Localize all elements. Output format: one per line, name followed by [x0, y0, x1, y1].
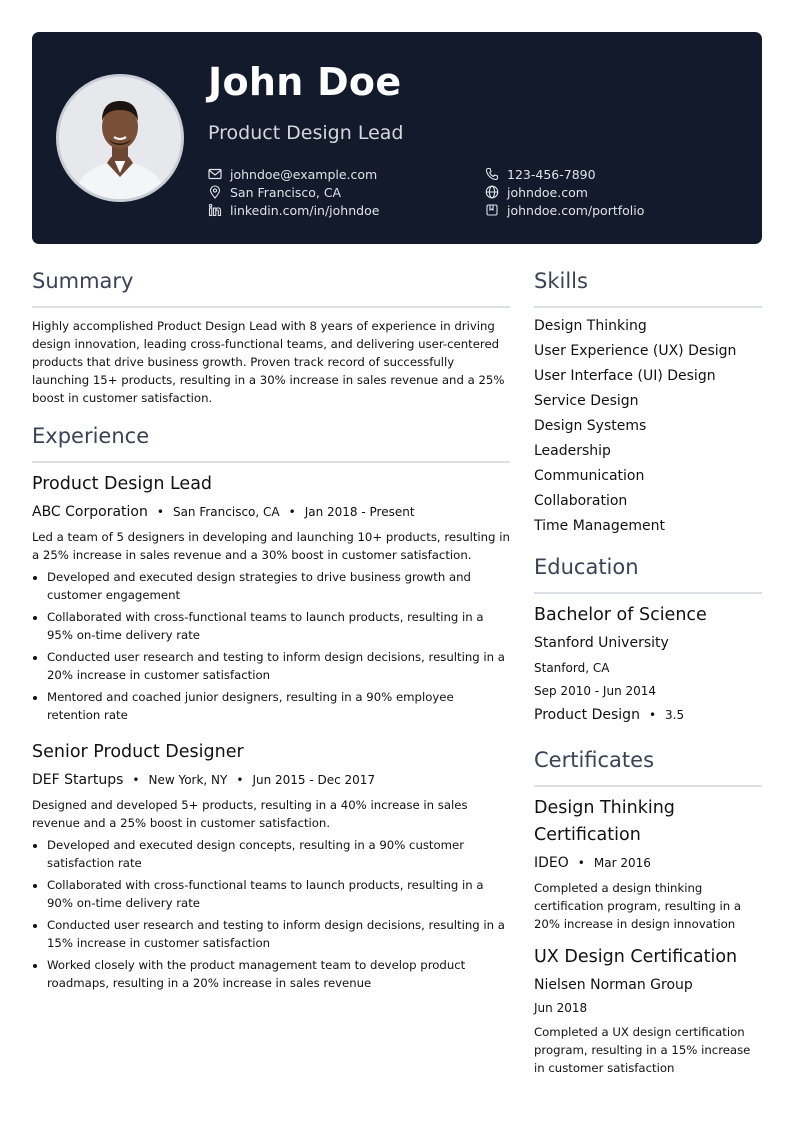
summary-divider: [32, 306, 510, 308]
portfolio-icon: [485, 203, 499, 217]
skill-item: Time Management: [534, 518, 665, 534]
phone-text: 123-456-7890: [507, 166, 596, 182]
summary-heading: Summary: [32, 269, 134, 293]
job-bullets: [32, 568, 510, 728]
skill-item: Design Thinking: [534, 318, 647, 334]
skills-heading: Skills: [534, 269, 588, 293]
education-school: Stanford University: [534, 635, 669, 651]
meta-separator: •: [648, 708, 657, 722]
resume-header: [32, 32, 762, 244]
education-location: Stanford, CA: [534, 661, 610, 675]
job-description: Designed and developed 5+ products, resulting in a 40% increase in sales revenue and a 25% boost in customer satisfaction.: [32, 798, 468, 830]
education-divider: [534, 592, 762, 594]
skill-item: Design Systems: [534, 418, 647, 434]
certificate-date: Mar 2016: [593, 856, 651, 870]
skill-item: Communication: [534, 468, 645, 484]
certificate-issuer: Nielsen Norman Group: [534, 977, 693, 993]
bullet-text: Developed and executed design strategies to drive business growth and customer engagement: [47, 570, 471, 602]
bullet-text: Worked closely with the product management team to develop product roadmaps, resulting in a 20% increase in sales revenue: [47, 958, 466, 990]
skills-divider: [534, 306, 762, 308]
experience-heading: Experience: [32, 424, 150, 448]
contact-location: [208, 183, 341, 201]
list-item: [32, 956, 510, 992]
bullet-icon: [33, 616, 37, 620]
certificate-title-cont: Certification: [534, 825, 641, 845]
certificates-divider: [534, 785, 762, 787]
location-pin-icon: [208, 185, 222, 199]
job-description: Led a team of 5 designers in developing and launching 10+ products, resulting in a 25% increase in sales revenue and a 30% boost in customer satisfaction.: [32, 530, 510, 562]
list-item: [32, 568, 510, 604]
job-meta: [32, 772, 375, 788]
education-heading: Education: [534, 555, 639, 579]
linkedin-text: linkedin.com/in/johndoe: [230, 202, 380, 218]
experience-divider: [32, 461, 510, 463]
bullet-icon: [33, 576, 37, 580]
skills-list: [534, 314, 736, 539]
education-dates: Sep 2010 - Jun 2014: [534, 684, 657, 698]
skill-item: User Interface (UI) Design: [534, 368, 716, 384]
bullet-text: Conducted user research and testing to inform design decisions, resulting in a 20% increase in customer satisfaction: [47, 650, 505, 682]
certificate-title: UX Design Certification: [534, 947, 738, 967]
bullet-icon: [33, 656, 37, 660]
meta-separator: •: [132, 773, 140, 787]
job-meta: [32, 504, 415, 520]
bullet-text: Conducted user research and testing to inform design decisions, resulting in a 15% increase in customer satisfaction: [47, 918, 505, 950]
job-company: ABC Corporation: [32, 504, 148, 520]
certificate-description: Completed a UX design certification program, resulting in a 15% increase in customer satisfaction: [534, 1025, 751, 1075]
education-field-row: [534, 707, 684, 723]
certificate-issuer: IDEO: [534, 855, 569, 871]
website-text: johndoe.com: [507, 184, 588, 200]
mail-icon: [208, 167, 222, 181]
candidate-name: John Doe: [208, 60, 402, 104]
list-item: [32, 916, 510, 952]
job-dates: Jun 2015 - Dec 2017: [252, 773, 376, 787]
summary-text: Highly accomplished Product Design Lead with 8 years of experience in driving design innovation, leading cross-functional teams, and delivering user-centered products that drive business growth. Proven track record of successfully launching 15+ products, resulting in a 30% increase in sales revenue and a 25% boost in customer satisfaction.: [32, 319, 505, 405]
job-title: Senior Product Designer: [32, 742, 244, 762]
bullet-text: Developed and executed design concepts, resulting in a 90% customer satisfaction rate: [47, 838, 465, 870]
job-location: New York, NY: [148, 773, 228, 787]
list-item: [32, 836, 510, 872]
list-item: [32, 608, 510, 644]
bullet-icon: [33, 884, 37, 888]
job-title: Product Design Lead: [32, 474, 213, 494]
job-dates: Jan 2018 - Present: [304, 505, 415, 519]
bullet-icon: [33, 924, 37, 928]
skill-item: Service Design: [534, 393, 639, 409]
location-text: San Francisco, CA: [230, 184, 342, 200]
bullet-text: Collaborated with cross-functional teams to launch products, resulting in a 90% on-time delivery rate: [47, 878, 484, 910]
contact-linkedin[interactable]: [208, 201, 379, 219]
list-item: [32, 876, 510, 912]
portfolio-text: johndoe.com/portfolio: [507, 202, 645, 218]
meta-separator: •: [236, 773, 244, 787]
list-item: [32, 648, 510, 684]
education-degree: Bachelor of Science: [534, 605, 707, 625]
meta-separator: •: [577, 856, 585, 870]
meta-separator: •: [288, 505, 296, 519]
certificate-date: Jun 2018: [534, 1001, 588, 1015]
bullet-icon: [33, 844, 37, 848]
skill-item: User Experience (UX) Design: [534, 343, 737, 359]
profile-photo: [56, 74, 184, 202]
contact-phone[interactable]: [485, 165, 596, 183]
candidate-title: Product Design Lead: [208, 122, 404, 144]
job-location: San Francisco, CA: [172, 505, 280, 519]
certificate-meta: [534, 855, 651, 871]
bullet-text: Mentored and coached junior designers, resulting in a 90% employee retention rate: [47, 690, 454, 722]
contact-email[interactable]: [208, 165, 377, 183]
email-text: johndoe@example.com: [230, 166, 378, 182]
bullet-text: Collaborated with cross-functional teams to launch products, resulting in a 95% on-time delivery rate: [47, 610, 484, 642]
certificate-description: Completed a design thinking certification program, resulting in a 20% increase in design innovation: [534, 881, 742, 931]
phone-icon: [485, 167, 499, 181]
list-item: [32, 688, 510, 724]
education-field: Product Design: [534, 707, 640, 723]
linkedin-icon: [208, 203, 222, 217]
globe-icon: [485, 185, 499, 199]
contact-website[interactable]: [485, 183, 588, 201]
education-gpa: 3.5: [665, 708, 685, 722]
certificates-heading: Certificates: [534, 748, 655, 772]
bullet-icon: [33, 696, 37, 700]
bullet-icon: [33, 964, 37, 968]
contact-portfolio[interactable]: [485, 201, 644, 219]
job-bullets: [32, 836, 510, 996]
meta-separator: •: [156, 505, 164, 519]
skill-item: Collaboration: [534, 493, 628, 509]
job-company: DEF Startups: [32, 772, 124, 788]
certificate-title: Design Thinking: [534, 798, 675, 818]
skill-item: Leadership: [534, 443, 611, 459]
